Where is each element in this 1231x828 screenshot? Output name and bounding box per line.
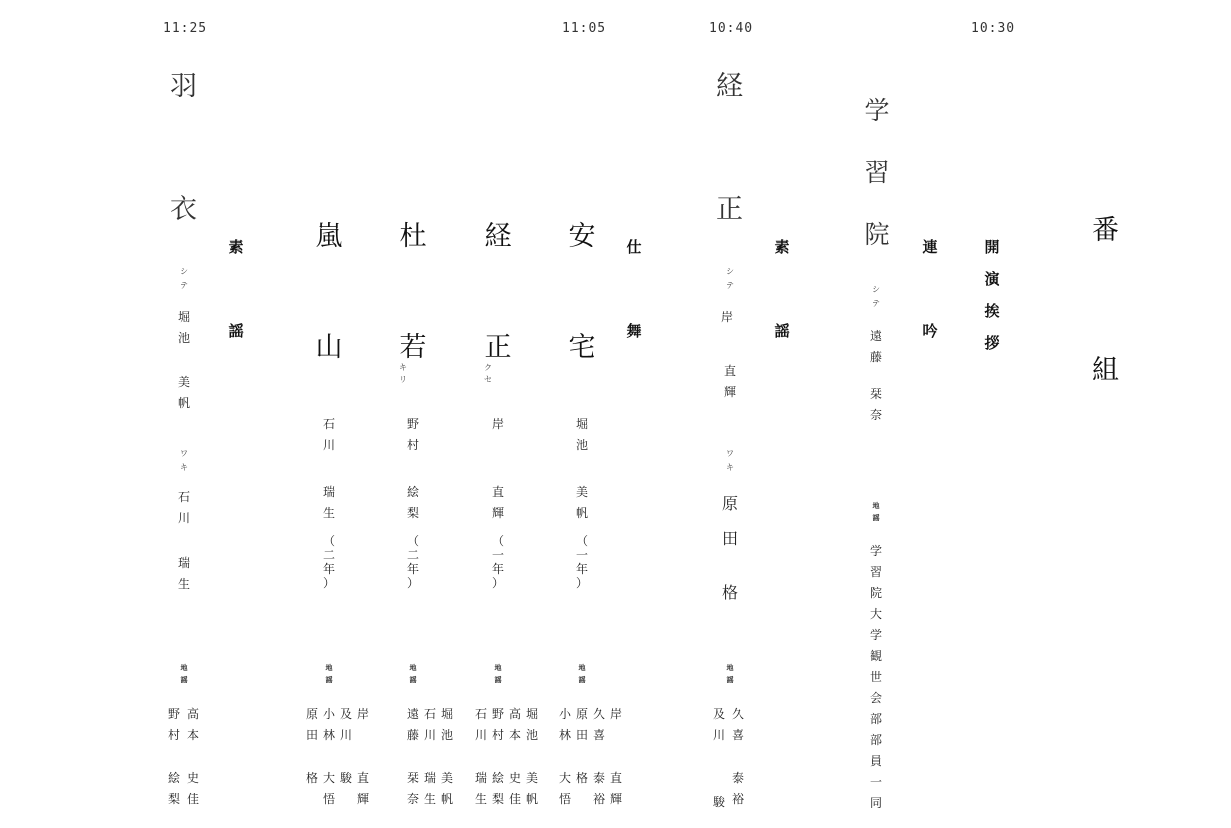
tsunemasa-ji-col1-bottom: 泰 裕 bbox=[731, 771, 744, 806]
shimai-title-char-1: 安 bbox=[568, 221, 596, 252]
tsunemasa-ji-col1-top: 久 喜 bbox=[731, 707, 744, 742]
shimai-performer-grade: （ 二 年 ） bbox=[322, 534, 335, 590]
shimai-jiutai-member-bottom: 美 帆 bbox=[440, 771, 453, 806]
hagoromo-waki-role: ワ キ bbox=[180, 449, 188, 472]
shimai-jiutai-member-top: 久 喜 bbox=[592, 707, 605, 742]
hagoromo-title-char-2: 衣 bbox=[170, 194, 197, 225]
hagoromo-waki-c1: 石 川 bbox=[177, 490, 190, 525]
shimai-jiutai-member-top: 堀 池 bbox=[525, 707, 538, 742]
shimai-jiutai-label: 地 謡 bbox=[578, 663, 586, 684]
tsunemasa-shite-c1: 岸 bbox=[721, 310, 734, 324]
shimai-jiutai-member-bottom: 格 bbox=[305, 771, 318, 785]
tsunemasa-ji-col2-bottom: 駿 bbox=[712, 795, 725, 809]
shimai-jiutai-member-bottom: 格 bbox=[575, 771, 588, 785]
shimai-performer-surname: 岸 bbox=[491, 417, 504, 431]
gakushuin-shite-name: 遠 藤 栞 奈 bbox=[869, 329, 882, 422]
tsunemasa-waki-role: ワ キ bbox=[726, 449, 734, 472]
shimai-performer-grade: （ 一 年 ） bbox=[491, 534, 504, 590]
program-title-char-2: 組 bbox=[1092, 355, 1119, 386]
sutai-heading-2: 素 謡 bbox=[228, 238, 244, 340]
shimai-title-char-1: 嵐 bbox=[315, 221, 343, 252]
shimai-jiutai-member-bottom: 瑞 生 bbox=[474, 771, 487, 806]
shimai-jiutai-label: 地 謡 bbox=[409, 663, 417, 684]
tsunemasa-jiutai-label: 地 謡 bbox=[726, 663, 734, 684]
shimai-furigana: キ リ bbox=[399, 363, 407, 384]
tsunemasa-waki-c2: 田 bbox=[722, 529, 739, 548]
shimai-jiutai-member-top: 遠 藤 bbox=[406, 707, 419, 742]
shimai-performer-given: 瑞 生 bbox=[322, 485, 335, 520]
shimai-jiutai-member-top: 石 川 bbox=[474, 707, 487, 742]
hagoromo-ji-col2-bottom: 絵 梨 bbox=[167, 771, 180, 806]
rengin-heading: 連 吟 bbox=[922, 238, 938, 340]
shimai-jiutai-member-bottom: 史 佳 bbox=[508, 771, 521, 806]
hagoromo-ji-col1-top: 高 本 bbox=[186, 707, 199, 742]
shimai-jiutai-member-top: 堀 池 bbox=[440, 707, 453, 742]
hagoromo-shite-role: シ テ bbox=[180, 267, 188, 290]
hagoromo-waki-c2: 瑞 生 bbox=[177, 556, 190, 591]
gakushuin-shite-role: シ テ bbox=[872, 285, 880, 308]
tsunemasa-shite-role: シ テ bbox=[726, 267, 734, 290]
tsunemasa-title-char-2: 正 bbox=[716, 194, 743, 225]
tsunemasa-waki-c3: 格 bbox=[722, 583, 739, 602]
shimai-title-char-2: 若 bbox=[399, 332, 427, 363]
shimai-performer-given: 絵 梨 bbox=[406, 485, 419, 520]
shimai-jiutai-member-top: 小 林 bbox=[322, 707, 335, 742]
time-hagoromo: 11:25 bbox=[163, 21, 208, 36]
tsunemasa-shite-c2: 直 輝 bbox=[723, 364, 736, 399]
shimai-jiutai-member-top: 野 村 bbox=[491, 707, 504, 742]
gakushuin-jiutai-members: 学 習 院 大 学 観 世 会 部 部 員 一 同 bbox=[869, 544, 882, 810]
time-tsunemasa: 10:40 bbox=[709, 21, 754, 36]
tsunemasa-waki-c1: 原 bbox=[722, 494, 739, 513]
hagoromo-shite-c1: 堀 池 bbox=[177, 310, 190, 345]
program-title-char-1: 番 bbox=[1092, 215, 1119, 246]
gakushuin-jiutai-label: 地 謡 bbox=[872, 501, 880, 522]
hagoromo-ji-col1-bottom: 史 佳 bbox=[186, 771, 199, 806]
shimai-jiutai-member-top: 岸 bbox=[609, 707, 622, 721]
shimai-performer-given: 美 帆 bbox=[575, 485, 588, 520]
tsunemasa-title-char-1: 経 bbox=[716, 71, 743, 102]
shimai-jiutai-label: 地 謡 bbox=[494, 663, 502, 684]
shimai-jiutai-member-bottom: 直 輝 bbox=[609, 771, 622, 806]
shimai-title-char-2: 正 bbox=[484, 332, 512, 363]
shimai-jiutai-member-top: 石 川 bbox=[423, 707, 436, 742]
hagoromo-title-char-1: 羽 bbox=[170, 71, 197, 102]
shimai-jiutai-member-bottom: 美 帆 bbox=[525, 771, 538, 806]
shimai-jiutai-member-bottom: 駿 bbox=[339, 771, 352, 785]
shimai-performer-surname: 堀 池 bbox=[575, 417, 588, 452]
shimai-performer-grade: （ 一 年 ） bbox=[575, 534, 588, 590]
shimai-jiutai-member-bottom: 絵 梨 bbox=[491, 771, 504, 806]
shimai-jiutai-member-bottom: 大 悟 bbox=[322, 771, 335, 806]
shimai-title-char-2: 宅 bbox=[568, 332, 596, 363]
shimai-title-char-1: 経 bbox=[484, 221, 512, 252]
shimai-heading: 仕 舞 bbox=[626, 238, 642, 340]
shimai-title-char-2: 山 bbox=[315, 332, 343, 363]
shimai-title-char-1: 杜 bbox=[399, 221, 427, 252]
shimai-jiutai-member-bottom: 泰 裕 bbox=[592, 771, 605, 806]
shimai-performer-surname: 石 川 bbox=[322, 417, 335, 452]
shimai-jiutai-member-bottom: 大 悟 bbox=[558, 771, 571, 806]
time-opening: 10:30 bbox=[971, 21, 1016, 36]
shimai-performer-given: 直 輝 bbox=[491, 485, 504, 520]
shimai-furigana: ク セ bbox=[484, 363, 492, 384]
shimai-jiutai-member-bottom: 栞 奈 bbox=[406, 771, 419, 806]
shimai-jiutai-member-top: 岸 bbox=[356, 707, 369, 721]
hagoromo-ji-col2-top: 野 村 bbox=[167, 707, 180, 742]
tsunemasa-ji-col2-top: 及 川 bbox=[712, 707, 725, 742]
opening-greeting: 開 演 挨 拶 bbox=[984, 238, 1000, 352]
shimai-jiutai-member-top: 原 田 bbox=[305, 707, 318, 742]
shimai-performer-grade: （ 二 年 ） bbox=[406, 534, 419, 590]
shimai-jiutai-member-bottom: 直 輝 bbox=[356, 771, 369, 806]
shimai-jiutai-member-bottom: 瑞 生 bbox=[423, 771, 436, 806]
shimai-jiutai-member-top: 高 本 bbox=[508, 707, 521, 742]
time-shimai: 11:05 bbox=[562, 21, 607, 36]
hagoromo-jiutai-label: 地 謡 bbox=[180, 663, 188, 684]
sutai-heading-1: 素 謡 bbox=[774, 238, 790, 340]
gakushuin-title: 学 習 院 bbox=[864, 96, 890, 249]
hagoromo-shite-c2: 美 帆 bbox=[177, 375, 190, 410]
shimai-performer-surname: 野 村 bbox=[406, 417, 419, 452]
shimai-jiutai-member-top: 及 川 bbox=[339, 707, 352, 742]
shimai-jiutai-member-top: 原 田 bbox=[575, 707, 588, 742]
shimai-jiutai-member-top: 小 林 bbox=[558, 707, 571, 742]
shimai-jiutai-label: 地 謡 bbox=[325, 663, 333, 684]
